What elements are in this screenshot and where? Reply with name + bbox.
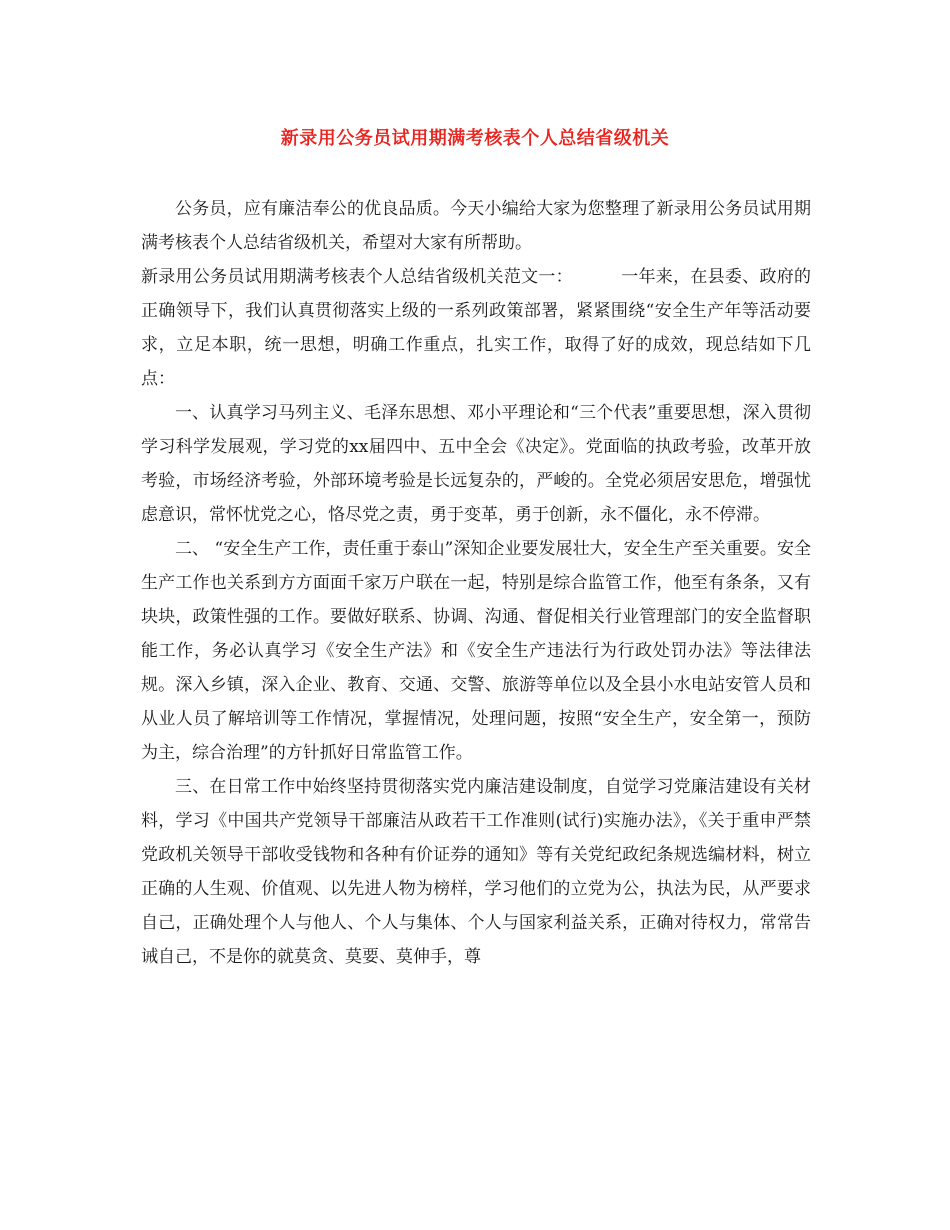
sample-heading: 新录用公务员试用期满考核表个人总结省级机关范文一： xyxy=(141,267,573,287)
intro-paragraph: 公务员，应有廉洁奉公的优良品质。今天小编给大家为您整理了新录用公务员试用期满考核表个人总结省级机关，希望对大家有所帮助。 xyxy=(141,199,811,253)
point-2-paragraph: 二、 “安全生产工作，责任重于泰山”深知企业要发展壮大，安全生产至关重要。安全生产工作也关系到方方面面千家万户联在一起，特别是综合监管工作，他至有条条，又有块块，政策性强的工作。要做好联系、协调、沟通、督促相关行业管理部门的安全监督职能工作，务必认真学习《安全生产法》和《安全生产违法行为行政处罚办法》等法律法规。深入乡镇，深入企业、教育、交通、交警、旅游等单位以及全县小水电站安管人员和从业人员了解培训等工作情况，掌握情况，处理问题，按照“安全生产，安全第一，预防为主，综合治理”的方针抓好日常监管工作。 xyxy=(141,539,811,763)
point-3-paragraph: 三、在日常工作中始终坚持贯彻落实党内廉洁建设制度，自觉学习党廉洁建设有关材料，学习《中国共产党领导干部廉洁从政若干工作准则(试行)实施办法》，《关于重申严禁党政机关领导干部收受钱物和各种有价证券的通知》等有关党纪政纪条规选编材料，树立正确的人生观、价值观、以先进人物为榜样，学习他们的立党为公，执法为民，从严要求自己，正确处理个人与他人、个人与集体、个人与国家利益关系，正确对待权力，常常告诫自己，不是你的就莫贪、莫要、莫伸手，尊 xyxy=(141,777,811,967)
sample-opening: 一年来，在县委、政府的正确领导下，我们认真贯彻落实上级的一系列政策部署，紧紧围绕“安全生产年等活动要求，立足本职，统一思想，明确工作重点，扎实工作，取得了好的成效，现总结如下几点： xyxy=(141,267,812,389)
sample-paragraph xyxy=(141,260,811,396)
document-body xyxy=(141,192,811,974)
document-title: 新录用公务员试用期满考核表个人总结省级机关 xyxy=(280,128,670,149)
point-1-paragraph: 一、认真学习马列主义、毛泽东思想、邓小平理论和“三个代表”重要思想，深入贯彻学习科学发展观，学习党的xx届四中、五中全会《决定》。党面临的执政考验，改革开放考验，市场经济考验，外部环境考验是长远复杂的，严峻的。全党必须居安思危，增强忧虑意识，常怀忧党之心，恪尽党之责，勇于变革，勇于创新，永不僵化，永不停滞。 xyxy=(141,403,811,525)
